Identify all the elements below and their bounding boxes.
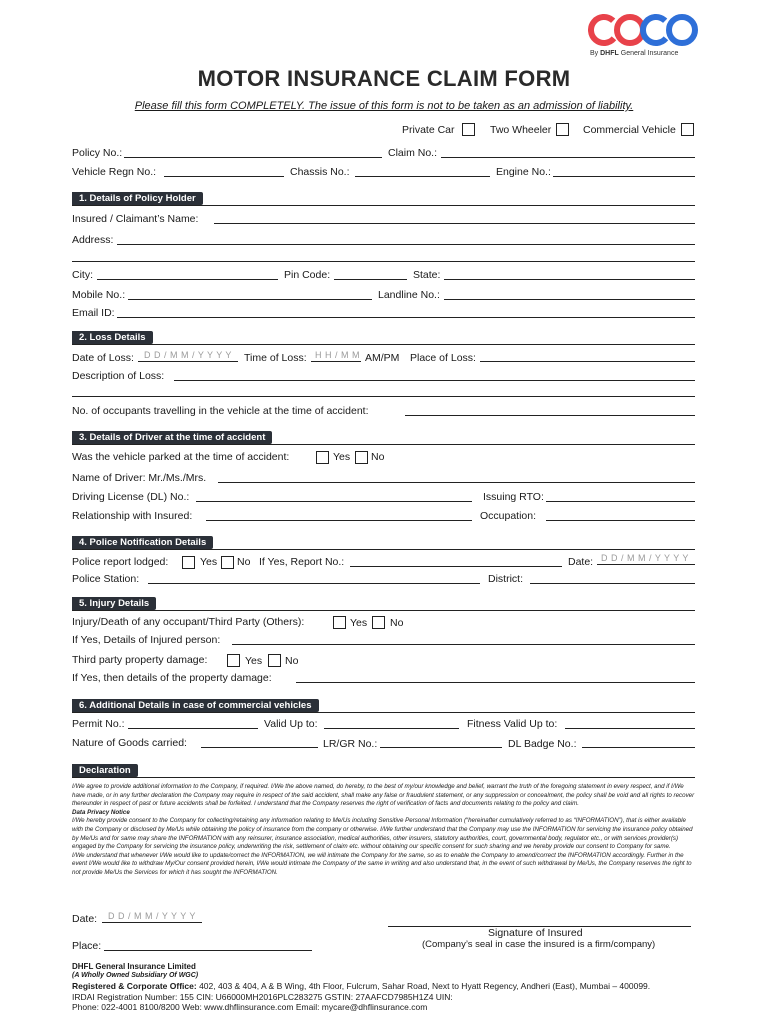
driver-name-field[interactable] xyxy=(218,482,695,483)
parked-yes-checkbox[interactable] xyxy=(316,451,329,464)
engine-no-field[interactable] xyxy=(553,176,695,177)
parked-no-label: No xyxy=(371,451,385,463)
district-label: District: xyxy=(488,573,523,585)
brand-logo xyxy=(588,12,698,62)
date-of-loss-label: Date of Loss: xyxy=(72,352,134,364)
section-divider xyxy=(72,344,695,345)
fitness-valid-field[interactable] xyxy=(565,728,695,729)
mobile-no-label: Mobile No.: xyxy=(72,289,126,301)
property-no-label: No xyxy=(285,655,299,667)
page-subtitle: Please fill this form COMPLETELY. The issue of this form is not to be taken as an admission of liability. xyxy=(134,100,634,112)
section-commercial-heading: 6. Additional Details in case of commercial vehicles xyxy=(72,699,319,712)
occupation-label: Occupation: xyxy=(480,510,537,522)
section-driver-details-heading: 3. Details of Driver at the time of accident xyxy=(72,431,272,444)
permit-no-field[interactable] xyxy=(128,728,258,729)
declaration-para-1: I/We agree to provide additional information to the Company, if required. I/We the above named, do hereby, to the best of my/our knowledge and belief, warrant the truth of the foregoing statement in every respect, and if I/We have made, or in any further declaration the Company may require in respect of the said accident, shall make any false or fraudulent statement, or any suppression or concealment, the policy shall be void and all rights to recover thereunder in respect of past or future accidents shall be forfeited. I understand that the Company reserves the right of verification of facts and documents relating to the policy and claim. xyxy=(72,783,695,808)
section-divider xyxy=(72,205,695,206)
occupation-field[interactable] xyxy=(546,520,695,521)
section-divider xyxy=(72,444,695,445)
date-of-loss-placeholder: D D / M M / Y Y Y Y xyxy=(144,350,232,360)
nature-of-goods-field[interactable] xyxy=(201,747,318,748)
permit-no-label: Permit No.: xyxy=(72,718,125,730)
valid-up-to-field[interactable] xyxy=(324,728,459,729)
property-damage-label: Third party property damage: xyxy=(72,654,208,666)
section-divider xyxy=(72,712,695,713)
commercial-vehicle-checkbox[interactable] xyxy=(681,123,694,136)
policy-no-label: Policy No.: xyxy=(72,147,123,159)
email-id-label: Email ID: xyxy=(72,307,115,319)
policy-no-field[interactable] xyxy=(124,157,382,158)
issuing-rto-label: Issuing RTO: xyxy=(483,491,544,503)
report-yes-label: Yes xyxy=(200,556,218,568)
two-wheeler-label: Two Wheeler xyxy=(490,124,552,136)
report-date-placeholder: D D / M M / Y Y Y Y xyxy=(601,553,689,563)
fitness-valid-label: Fitness Valid Up to: xyxy=(467,718,558,730)
parked-label: Was the vehicle parked at the time of accident: xyxy=(72,451,290,463)
address-field-1[interactable] xyxy=(117,244,695,245)
logo-tagline: By DHFL General Insurance xyxy=(590,50,679,57)
description-field-1[interactable] xyxy=(174,380,695,381)
injured-details-field[interactable] xyxy=(232,644,695,645)
description-field-2[interactable] xyxy=(72,396,695,397)
vehicle-regn-label: Vehicle Regn No.: xyxy=(72,166,157,178)
place-of-loss-label: Place of Loss: xyxy=(410,352,476,364)
signoff-place-field[interactable] xyxy=(104,950,312,951)
description-of-loss-label: Description of Loss: xyxy=(72,370,165,382)
relationship-field[interactable] xyxy=(206,520,472,521)
report-no-checkbox[interactable] xyxy=(221,556,234,569)
section-divider xyxy=(72,777,695,778)
dl-badge-no-label: DL Badge No.: xyxy=(508,738,577,750)
footer-contact: Phone: 022-4001 8100/8200 Web: www.dhflinsurance.com Email: mycare@dhflinsurance.com xyxy=(72,1002,428,1012)
report-date-label: Date: xyxy=(568,556,594,568)
chassis-no-label: Chassis No.: xyxy=(290,166,350,178)
am-pm-label: AM/PM xyxy=(365,352,400,364)
injury-yes-label: Yes xyxy=(350,617,368,629)
time-of-loss-placeholder: H H / M M xyxy=(315,350,360,360)
time-of-loss-field[interactable] xyxy=(311,361,361,362)
property-details-field[interactable] xyxy=(296,682,695,683)
privacy-notice-heading: Data Privacy Notice xyxy=(72,808,130,816)
relationship-label: Relationship with Insured: xyxy=(72,510,193,522)
section-declaration-heading: Declaration xyxy=(72,764,138,777)
injury-yes-checkbox[interactable] xyxy=(333,616,346,629)
lr-gr-no-field[interactable] xyxy=(380,747,502,748)
report-no-label: No xyxy=(237,556,251,568)
email-id-field[interactable] xyxy=(117,317,695,318)
section-divider xyxy=(72,610,695,611)
footer-registration: IRDAI Registration Number: 155 CIN: U66000MH2016PLC283275 GSTIN: 27AAFCD7985H1Z4 UIN: xyxy=(72,992,453,1002)
driving-license-field[interactable] xyxy=(196,501,472,502)
occupants-field[interactable] xyxy=(405,415,695,416)
occupants-label: No. of occupants travelling in the vehicle at the time of accident: xyxy=(72,405,369,417)
property-yes-checkbox[interactable] xyxy=(227,654,240,667)
private-car-label: Private Car xyxy=(402,124,455,136)
claim-no-label: Claim No.: xyxy=(388,147,438,159)
signoff-date-placeholder: D D / M M / Y Y Y Y xyxy=(108,911,196,921)
issuing-rto-field[interactable] xyxy=(546,501,695,502)
signoff-date-field[interactable] xyxy=(102,922,202,923)
city-field[interactable] xyxy=(97,279,278,280)
footer-company: DHFL General Insurance Limited xyxy=(72,962,196,971)
property-details-label: If Yes, then details of the property damage: xyxy=(72,672,272,684)
commercial-vehicle-label: Commercial Vehicle xyxy=(583,124,676,136)
injured-details-label: If Yes, Details of Injured person: xyxy=(72,634,221,646)
private-car-checkbox[interactable] xyxy=(462,123,475,136)
signoff-date-label: Date: xyxy=(72,913,98,925)
section-divider xyxy=(72,549,695,550)
property-yes-label: Yes xyxy=(245,655,263,667)
mobile-no-field[interactable] xyxy=(128,299,372,300)
signoff-place-label: Place: xyxy=(72,940,102,952)
address-field-2[interactable] xyxy=(72,261,695,262)
pin-code-field[interactable] xyxy=(334,279,407,280)
section-injury-heading: 5. Injury Details xyxy=(72,597,156,610)
footer-subsidiary: (A Wholly Owned Subsidiary Of WGC) xyxy=(72,972,199,979)
report-no-field[interactable] xyxy=(350,566,562,567)
dl-badge-no-field[interactable] xyxy=(582,747,695,748)
date-of-loss-field[interactable] xyxy=(138,361,238,362)
parked-no-checkbox[interactable] xyxy=(355,451,368,464)
seal-note: (Company’s seal in case the insured is a firm/company) xyxy=(422,939,656,950)
city-label: City: xyxy=(72,269,93,281)
claim-no-field[interactable] xyxy=(441,157,695,158)
valid-up-to-label: Valid Up to: xyxy=(264,718,318,730)
police-station-label: Police Station: xyxy=(72,573,140,585)
driving-license-label: Driving License (DL) No.: xyxy=(72,491,190,503)
parked-yes-label: Yes xyxy=(333,451,351,463)
engine-no-label: Engine No.: xyxy=(496,166,551,178)
declaration-text xyxy=(72,783,696,878)
report-lodged-label: Police report lodged: xyxy=(72,556,169,568)
chassis-no-field[interactable] xyxy=(355,176,490,177)
state-field[interactable] xyxy=(444,279,695,280)
footer-office xyxy=(72,981,650,992)
section-police-heading: 4. Police Notification Details xyxy=(72,536,213,549)
report-no-number-label: If Yes, Report No.: xyxy=(259,556,345,568)
report-date-field[interactable] xyxy=(597,564,695,565)
property-no-checkbox[interactable] xyxy=(268,654,281,667)
state-label: State: xyxy=(413,269,441,281)
police-station-field[interactable] xyxy=(148,583,480,584)
report-yes-checkbox[interactable] xyxy=(182,556,195,569)
section-policy-holder-heading: 1. Details of Policy Holder xyxy=(72,192,203,205)
driver-name-label: Name of Driver: Mr./Ms./Mrs. xyxy=(72,472,207,484)
place-of-loss-field[interactable] xyxy=(480,361,695,362)
nature-of-goods-label: Nature of Goods carried: xyxy=(72,737,187,749)
page-title: MOTOR INSURANCE CLAIM FORM xyxy=(197,66,571,91)
coco-logo-icon xyxy=(588,12,698,48)
injury-no-checkbox[interactable] xyxy=(372,616,385,629)
signature-label: Signature of Insured xyxy=(488,927,583,939)
footer-office-label: Registered & Corporate Office: xyxy=(72,981,197,991)
pin-code-label: Pin Code: xyxy=(284,269,331,281)
section-loss-details-heading: 2. Loss Details xyxy=(72,331,153,344)
landline-no-field[interactable] xyxy=(444,299,695,300)
district-field[interactable] xyxy=(530,583,695,584)
injury-no-label: No xyxy=(390,617,404,629)
two-wheeler-checkbox[interactable] xyxy=(556,123,569,136)
address-label: Address: xyxy=(72,234,114,246)
footer-office-address: 402, 403 & 404, A & B Wing, 4th Floor, Fulcrum, Sahar Road, Next to Hyatt Regency, Andheri (East), Mumbai – 400099. xyxy=(199,981,651,991)
declaration-para-3: I/We understand that whenever I/We would like to update/correct the INFORMATION, we will intimate the Company for the same, so as to enable the Company to amend/correct the INFORMATION accordingly. Further in the event I/We would like to withdraw My/Our consent provided herein, I/We would intimate the Company of the same in writing and also understand that, in the event of such withdrawal by Me/Us, the Company reserves the right to not provide Me/Us the Services for which it has sought the INFORMATION. xyxy=(72,851,692,876)
insured-name-label: Insured / Claimant’s Name: xyxy=(72,213,199,225)
vehicle-regn-field[interactable] xyxy=(164,176,284,177)
injury-death-label: Injury/Death of any occupant/Third Party (Others): xyxy=(72,616,305,628)
declaration-para-2: I/We hereby provide consent to the Company for collecting/retaining any information relating to Me/Us including Sensitive Personal Information (“hereinafter cumulatively referred to as “INFORMATION”), that is either available with the Company or disclosed by Me/Us while obtaining the policy of insurance from the company or otherwise. I/We further understand that the Company may use the INFORMATION for servicing the insurance policy obtained by Me/Us and for same may share the INFORMATION with any reinsurer, insurance association, medical authorities, other insurers, statutory authorities, court, governmental body, regulator etc., or with services provider(s) engaged by the Company for servicing the insurance policy, underwriting the risk, settlement of claim etc. without obtaining our specific consent for such sharing and we hereby provide our consent to Company for same. xyxy=(72,817,693,851)
insured-name-field[interactable] xyxy=(214,223,695,224)
time-of-loss-label: Time of Loss: xyxy=(244,352,307,364)
landline-no-label: Landline No.: xyxy=(378,289,440,301)
lr-gr-no-label: LR/GR No.: xyxy=(323,738,378,750)
